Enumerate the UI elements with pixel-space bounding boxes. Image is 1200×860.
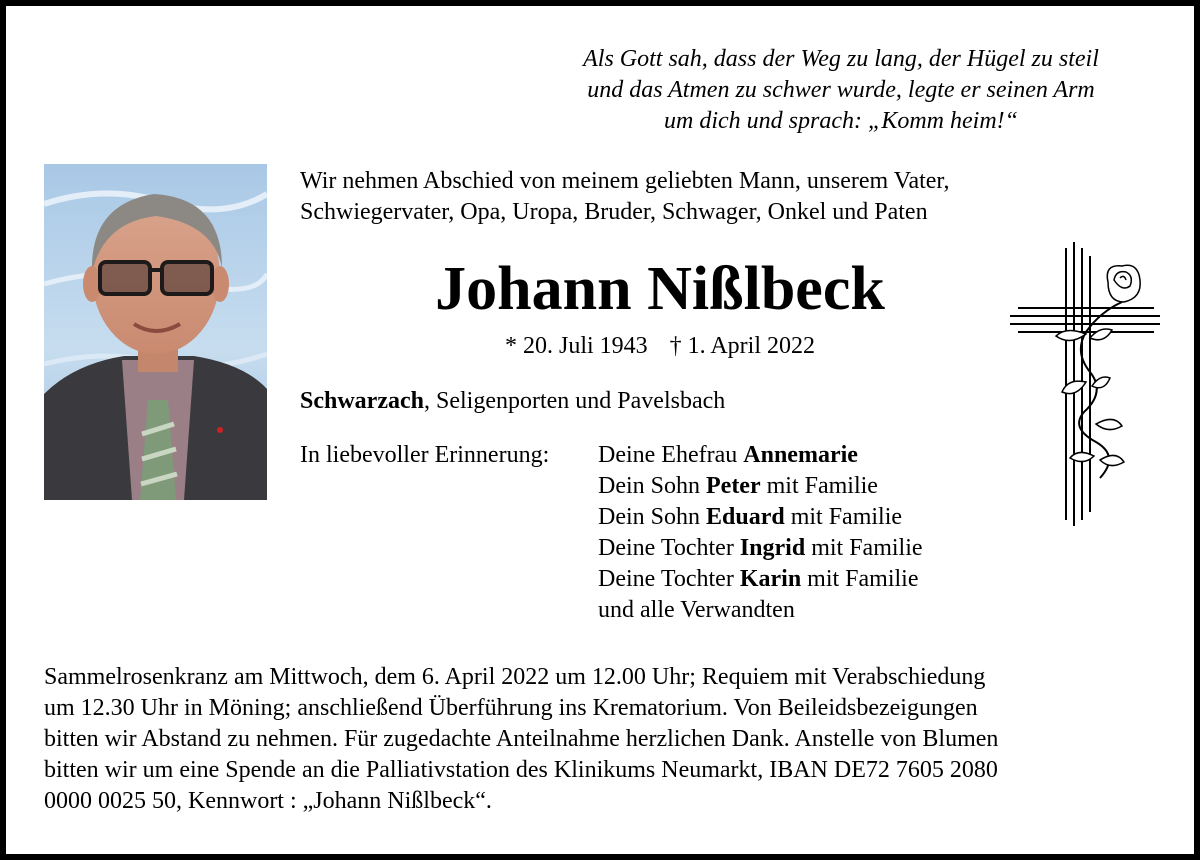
quote-line: um dich und sprach: „Komm heim!“ <box>664 108 1018 134</box>
notice-line: bitten wir um eine Spende an die Palliativstation des Klinikums Neumarkt, IBAN DE72 7605 2080 <box>44 757 998 783</box>
mourner-line: Deine Ehefrau Annemarie <box>598 442 858 468</box>
cross-with-rose-icon <box>1004 242 1160 526</box>
quote-line: und das Atmen zu schwer wurde, legte er seinen Arm <box>587 77 1095 103</box>
mourner-name: Ingrid <box>739 535 806 561</box>
life-dates <box>300 331 1020 362</box>
mourners-list <box>598 440 923 626</box>
notice-line: Sammelrosenkranz am Mittwoch, dem 6. April 2022 um 12.00 Uhr; Requiem mit Verabschiedung <box>44 664 986 690</box>
notice-line: bitten wir Abstand zu nehmen. Für zugedachte Anteilnahme herzlichen Dank. Anstelle von Blumen <box>44 726 999 752</box>
mourner-name: Annemarie <box>743 442 858 468</box>
poem-quote <box>476 44 1200 137</box>
intro-line: Wir nehmen Abschied von meinem geliebten Mann, unserem Vater, <box>300 168 950 194</box>
mourner-line: Dein Sohn Peter mit Familie <box>598 473 878 499</box>
portrait-photo <box>44 164 267 500</box>
mourner-name: Peter <box>706 473 761 499</box>
memory-label: In liebevoller Erinnerung: <box>300 442 550 468</box>
mourner-line: Deine Tochter Ingrid mit Familie <box>598 535 923 561</box>
death-date: † 1. April 2022 <box>669 333 816 359</box>
places-line <box>300 386 725 417</box>
deceased-name: Johann Nißlbeck <box>435 255 885 323</box>
mourner-line: und alle Verwandten <box>598 597 795 623</box>
notice-line: 0000 0025 50, Kennwort : „Johann Nißlbeck“. <box>44 788 492 814</box>
intro-text <box>300 166 949 228</box>
mourner-line: Dein Sohn Eduard mit Familie <box>598 504 903 530</box>
mourner-name: Eduard <box>706 504 785 530</box>
quote-line: Als Gott sah, dass der Weg zu lang, der Hügel zu steil <box>583 46 1099 72</box>
intro-line: Schwiegervater, Opa, Uropa, Bruder, Schwager, Onkel und Paten <box>300 199 928 225</box>
birth-date: * 20. Juli 1943 <box>504 333 648 359</box>
other-places: , Seligenporten und Pavelsbach <box>423 388 726 414</box>
notice-line: um 12.30 Uhr in Möning; anschließend Überführung ins Krematorium. Von Beileidsbezeigungen <box>44 695 978 721</box>
main-place: Schwarzach <box>300 388 424 414</box>
mourner-name: Karin <box>739 566 802 592</box>
mourner-line: Deine Tochter Karin mit Familie <box>598 566 919 592</box>
service-notice <box>44 662 1162 817</box>
